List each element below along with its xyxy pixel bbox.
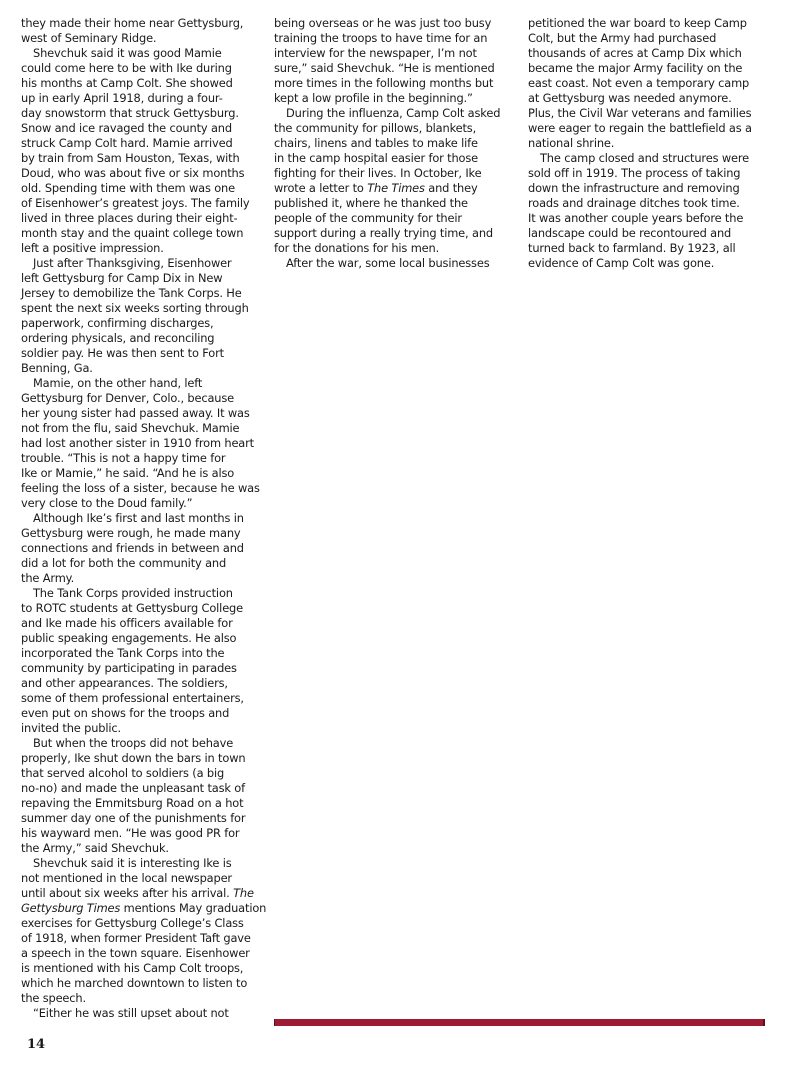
text-line: day snowstorm that struck Gettysburg. (21, 106, 239, 120)
text-line: roads and drainage ditches took time. (528, 196, 740, 210)
text-line: Just after Thanksgiving, Eisenhower (33, 256, 232, 270)
text-line: Although Ike’s first and last months in (33, 511, 244, 525)
text-line: for the donations for his men. (274, 241, 440, 255)
text-line: Plus, the Civil War veterans and families (528, 106, 752, 120)
text-line: spent the next six weeks sorting through (21, 301, 249, 315)
text-line: But when the troops did not behave (33, 736, 234, 750)
text-line: It was another couple years before the (528, 211, 744, 225)
text-line: is mentioned with his Camp Colt troops, (21, 961, 244, 975)
text-line: turned back to farmland. By 1923, all (528, 241, 736, 255)
text-line: east coast. Not even a temporary camp (528, 76, 750, 90)
text-line: published it, where he thanked the (274, 196, 468, 210)
text-line: support during a really trying time, and (274, 226, 493, 240)
text-line: some of them professional entertainers, (21, 691, 244, 705)
text-line: very close to the Doud family.” (21, 496, 193, 510)
text-line: interview for the newspaper, I’m not (274, 46, 477, 60)
text-line: her young sister had passed away. It was (21, 406, 250, 420)
text-line: not mentioned in the local newspaper (21, 871, 232, 885)
text-line: public speaking engagements. He also (21, 631, 237, 645)
text-line: left a positive impression. (21, 241, 164, 255)
text-line: repaving the Emmitsburg Road on a hot (21, 796, 244, 810)
text-line: Shevchuk said it was good Mamie (33, 46, 222, 60)
text-line: fighting for their lives. In October, Ike (274, 166, 482, 180)
text-line: kept a low profile in the beginning.” (274, 91, 473, 105)
text-line: connections and friends in between and (21, 541, 244, 555)
text-line: and other appearances. The soldiers, (21, 676, 228, 690)
text-line: were eager to regain the battlefield as a (528, 121, 752, 135)
text-line: struck Camp Colt hard. Mamie arrived (21, 136, 233, 150)
text-line: down the infrastructure and removing (528, 181, 740, 195)
text-line: incorporated the Tank Corps into the (21, 646, 225, 660)
text-line: exercises for Gettysburg College’s Class (21, 916, 244, 930)
text-line: Colt, but the Army had purchased (528, 31, 717, 45)
text-line: Mamie, on the other hand, left (33, 376, 203, 390)
text-line: summer day one of the punishments for (21, 811, 246, 825)
text-line: at Gettysburg was needed anymore. (528, 91, 732, 105)
text-line (21, 901, 267, 916)
text-line: community by participating in parades (21, 661, 237, 675)
article-column-3 (528, 16, 768, 271)
text-line: Ike or Mamie,” he said. “And he is also (21, 466, 235, 480)
text-line: Benning, Ga. (21, 361, 93, 375)
publication-title: The Times (367, 181, 425, 195)
text-line: west of Seminary Ridge. (21, 31, 157, 45)
text-run: mentions May graduation (120, 901, 267, 915)
text-line: of Eisenhower’s greatest joys. The family (21, 196, 250, 210)
text-line: chairs, linens and tables to make life (274, 136, 478, 150)
text-line: not from the flu, said Shevchuk. Mamie (21, 421, 240, 435)
text-run: wrote a letter to (274, 181, 368, 195)
text-line: ordering physicals, and reconciling (21, 331, 215, 345)
text-line: training the troops to have time for an (274, 31, 488, 45)
text-line: of 1918, when former President Taft gave (21, 931, 251, 945)
text-line: soldier pay. He was then sent to Fort (21, 346, 224, 360)
text-line: became the major Army facility on the (528, 61, 743, 75)
text-run: and they (424, 181, 478, 195)
text-line: that served alcohol to soldiers (a big (21, 766, 225, 780)
text-line: Shevchuk said it is interesting Ike is (33, 856, 232, 870)
text-line: left Gettysburg for Camp Dix in New (21, 271, 223, 285)
text-line: Jersey to demobilize the Tank Corps. He (21, 286, 242, 300)
text-line: properly, Ike shut down the bars in town (21, 751, 246, 765)
text-line: the speech. (21, 991, 86, 1005)
text-line: his wayward men. “He was good PR for (21, 826, 240, 840)
text-line: did a lot for both the community and (21, 556, 227, 570)
article-column-2 (274, 16, 514, 271)
text-line: The Tank Corps provided instruction (33, 586, 233, 600)
text-line: “Either he was still upset about not (33, 1006, 229, 1020)
text-run: until about six weeks after his arrival. (21, 886, 234, 900)
text-line: to ROTC students at Gettysburg College (21, 601, 243, 615)
text-line: and Ike made his officers available for (21, 616, 233, 630)
text-line: people of the community for their (274, 211, 462, 225)
text-line: the Army. (21, 571, 75, 585)
text-line: even put on shows for the troops and (21, 706, 230, 720)
text-line: trouble. “This is not a happy time for (21, 451, 226, 465)
publication-title: The (233, 886, 254, 900)
text-line: national shrine. (528, 136, 615, 150)
text-line: more times in the following months but (274, 76, 494, 90)
text-line: Gettysburg were rough, he made many (21, 526, 241, 540)
text-line: which he marched downtown to listen to (21, 976, 248, 990)
text-line: landscape could be recontoured and (528, 226, 732, 240)
text-line: invited the public. (21, 721, 121, 735)
text-line: up in early April 1918, during a four- (21, 91, 223, 105)
article-column-1 (21, 16, 267, 1021)
text-line: had lost another sister in 1910 from heart (21, 436, 254, 450)
text-line: The camp closed and structures were (540, 151, 749, 165)
text-line: could come here to be with Ike during (21, 61, 232, 75)
text-line: the community for pillows, blankets, (274, 121, 477, 135)
text-line: evidence of Camp Colt was gone. (528, 256, 715, 270)
text-line: lived in three places during their eight- (21, 211, 238, 225)
text-line: by train from Sam Houston, Texas, with (21, 151, 240, 165)
text-line: being overseas or he was just too busy (274, 16, 492, 30)
publication-title: Gettysburg Times (21, 901, 121, 915)
text-line: petitioned the war board to keep Camp (528, 16, 747, 30)
text-line (21, 886, 261, 901)
text-line: old. Spending time with them was one (21, 181, 235, 195)
text-line: feeling the loss of a sister, because he was (21, 481, 260, 495)
text-line: sure,” said Shevchuk. “He is mentioned (274, 61, 495, 75)
text-line: Gettysburg for Denver, Colo., because (21, 391, 234, 405)
text-line: During the influenza, Camp Colt asked (286, 106, 501, 120)
text-line: a speech in the town square. Eisenhower (21, 946, 250, 960)
text-line: Doud, who was about five or six months (21, 166, 245, 180)
page-number: 14 (27, 1038, 46, 1048)
text-line (274, 181, 514, 196)
text-line: his months at Camp Colt. She showed (21, 76, 233, 90)
text-line: no-no) and made the unpleasant task of (21, 781, 245, 795)
decorative-rule (274, 1019, 765, 1026)
text-line: the Army,” said Shevchuk. (21, 841, 169, 855)
text-line: in the camp hospital easier for those (274, 151, 478, 165)
text-line: paperwork, confirming discharges, (21, 316, 214, 330)
text-line: Snow and ice ravaged the county and (21, 121, 232, 135)
text-line: thousands of acres at Camp Dix which (528, 46, 742, 60)
text-line: they made their home near Gettysburg, (21, 16, 244, 30)
text-line: sold off in 1919. The process of taking (528, 166, 741, 180)
text-line: After the war, some local businesses (286, 256, 490, 270)
text-line: month stay and the quaint college town (21, 226, 244, 240)
